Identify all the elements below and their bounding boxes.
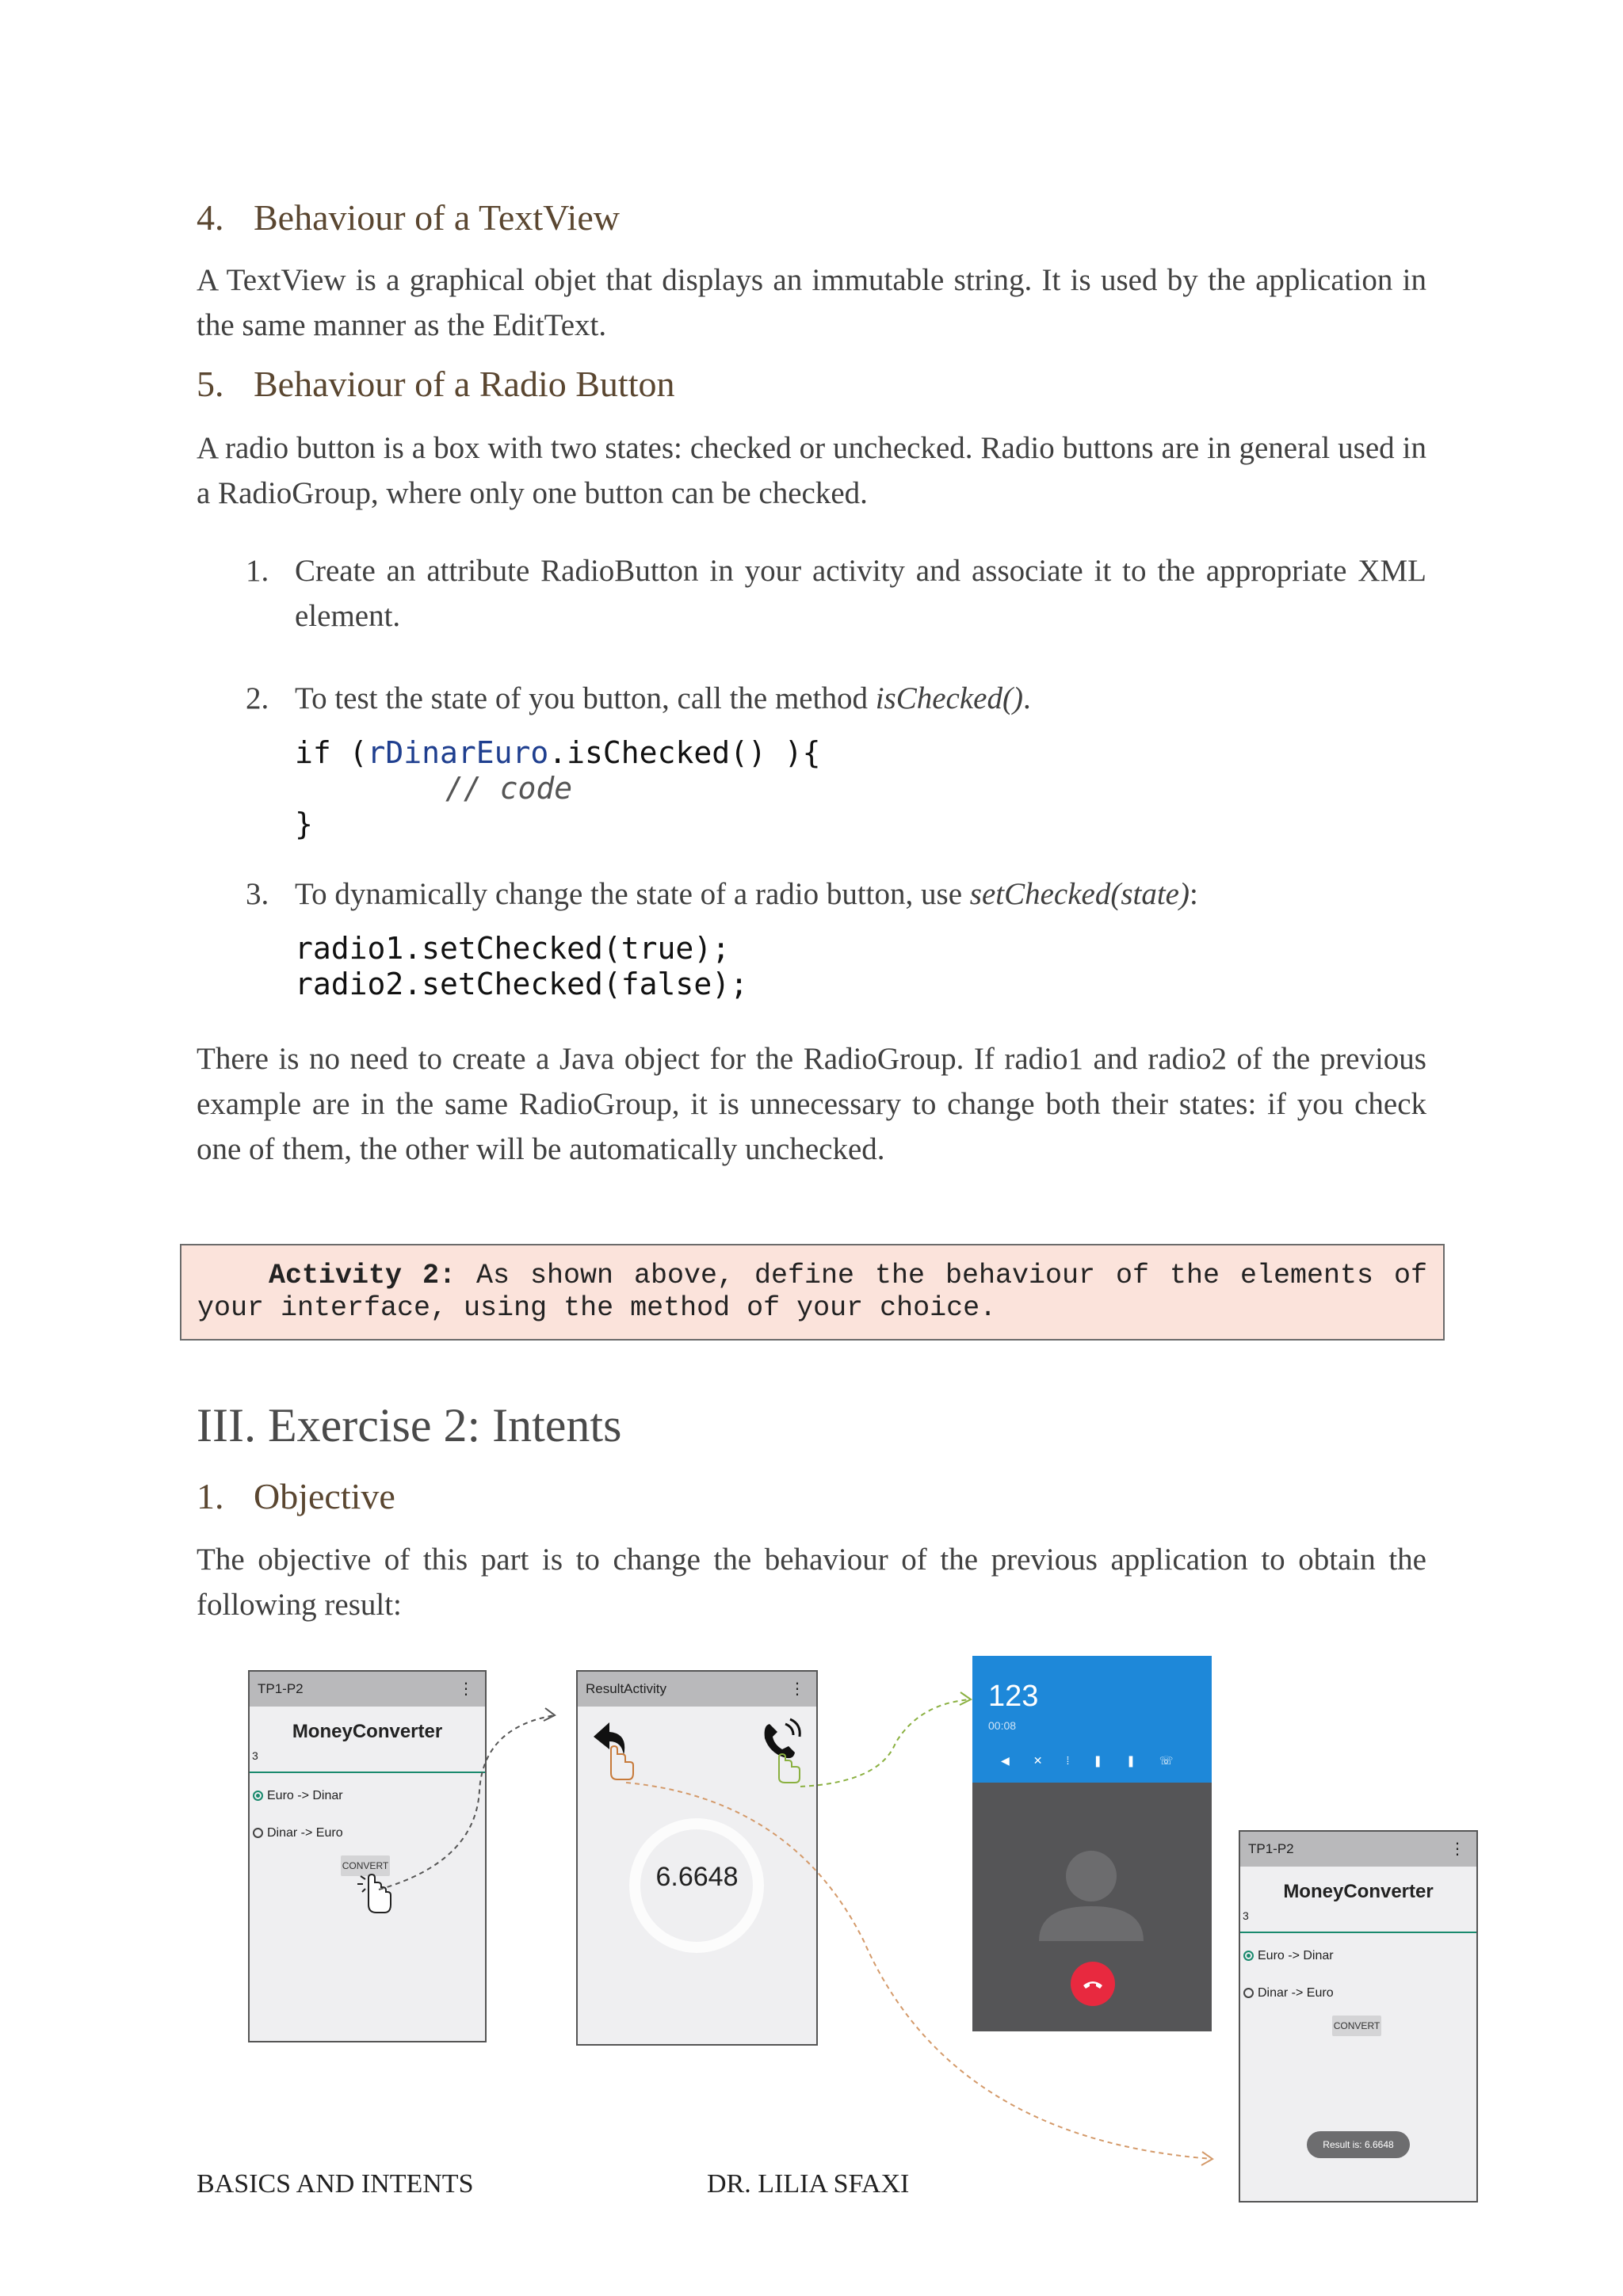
convert-button[interactable]: CONVERT (341, 1855, 390, 1876)
overflow-menu-icon[interactable]: ⋮ (789, 1680, 805, 1698)
amount-input[interactable]: 3 (1243, 1909, 1249, 1922)
app-name: TP1-P2 (258, 1681, 304, 1696)
section-number: 5. (197, 364, 224, 404)
section-number: 4. (197, 197, 224, 238)
call-timer: 00:08 (988, 1719, 1017, 1732)
app-name: TP1-P2 (1248, 1841, 1294, 1856)
radio-label: Dinar -> Euro (1258, 1986, 1334, 2000)
step-end: : (1189, 877, 1198, 911)
step-number: 2. (246, 681, 269, 715)
app-name: ResultActivity (586, 1681, 667, 1696)
code-comment: // code (445, 771, 573, 806)
section-title: Behaviour of a TextView (254, 197, 620, 238)
method-name: setChecked(state) (969, 877, 1190, 911)
overflow-menu-icon[interactable]: ⋮ (458, 1680, 474, 1698)
step-text: To test the state of you button, call the method (295, 681, 876, 715)
result-toast: Result is: 6.6648 (1307, 2131, 1410, 2158)
radio-label: Euro -> Dinar (1258, 1949, 1334, 1962)
step-text: Create an attribute RadioButton in your activity and associate it to the appropriate XML element. (295, 554, 1426, 633)
footer-title: BASICS AND INTENTS (197, 2169, 474, 2199)
section-number: 1. (197, 1476, 224, 1516)
footer-author: DR. LILIA SFAXI (707, 2169, 910, 2199)
radiogroup-paragraph: There is no need to create a Java object for the RadioGroup. If radio1 and radio2 of the previous example are in the same RadioGroup, it is unnecessary to change both their states: if you check one of them, the other will be automatically unchecked. (197, 1042, 1426, 1166)
code-line: radio2.setChecked(false); (295, 967, 748, 1001)
activity-text: As shown above, define the behaviour of the elements of your interface, using the method of your choice. (197, 1260, 1427, 1324)
objective-paragraph: The objective of this part is to change the behaviour of the previous application to obtain the following result: (197, 1543, 1426, 1622)
radio-button-paragraph: A radio button is a box with two states: checked or unchecked. Radio buttons are in general used in a RadioGroup, where only one button can be checked. (197, 431, 1426, 510)
exercise-heading: III. Exercise 2: Intents (197, 1399, 622, 1451)
code-variable: rDinarEuro (367, 735, 549, 770)
call-controls-icon[interactable]: ◀✕⁞❚❚☏ (1001, 1754, 1197, 1767)
overflow-menu-icon[interactable]: ⋮ (1449, 1840, 1465, 1858)
activity-label: Activity 2: (269, 1260, 456, 1291)
section-title: Behaviour of a Radio Button (254, 364, 675, 404)
section-title: Objective (254, 1476, 395, 1516)
app-title: MoneyConverter (1283, 1881, 1434, 1902)
step-number: 1. (246, 554, 269, 588)
call-number: 123 (988, 1680, 1039, 1713)
code-text: if ( (295, 735, 368, 770)
radio-label: Euro -> Dinar (267, 1789, 343, 1802)
textview-paragraph: A TextView is a graphical objet that displays an immutable string. It is used by the application in the same manner as the EditText. (197, 263, 1426, 342)
code-line: radio1.setChecked(true); (295, 931, 731, 966)
amount-input[interactable]: 3 (252, 1749, 258, 1762)
step-number: 3. (246, 877, 269, 911)
code-text: .isChecked() ){ (548, 735, 821, 770)
method-name: isChecked() (875, 681, 1023, 715)
result-value: 6.6648 (655, 1862, 739, 1892)
step-end: . (1022, 681, 1031, 715)
radio-label: Dinar -> Euro (267, 1826, 343, 1840)
step-text: To dynamically change the state of a radio button, use (295, 877, 970, 911)
convert-button[interactable]: CONVERT (1332, 2016, 1381, 2036)
code-text: } (295, 807, 313, 841)
app-title: MoneyConverter (292, 1721, 443, 1742)
